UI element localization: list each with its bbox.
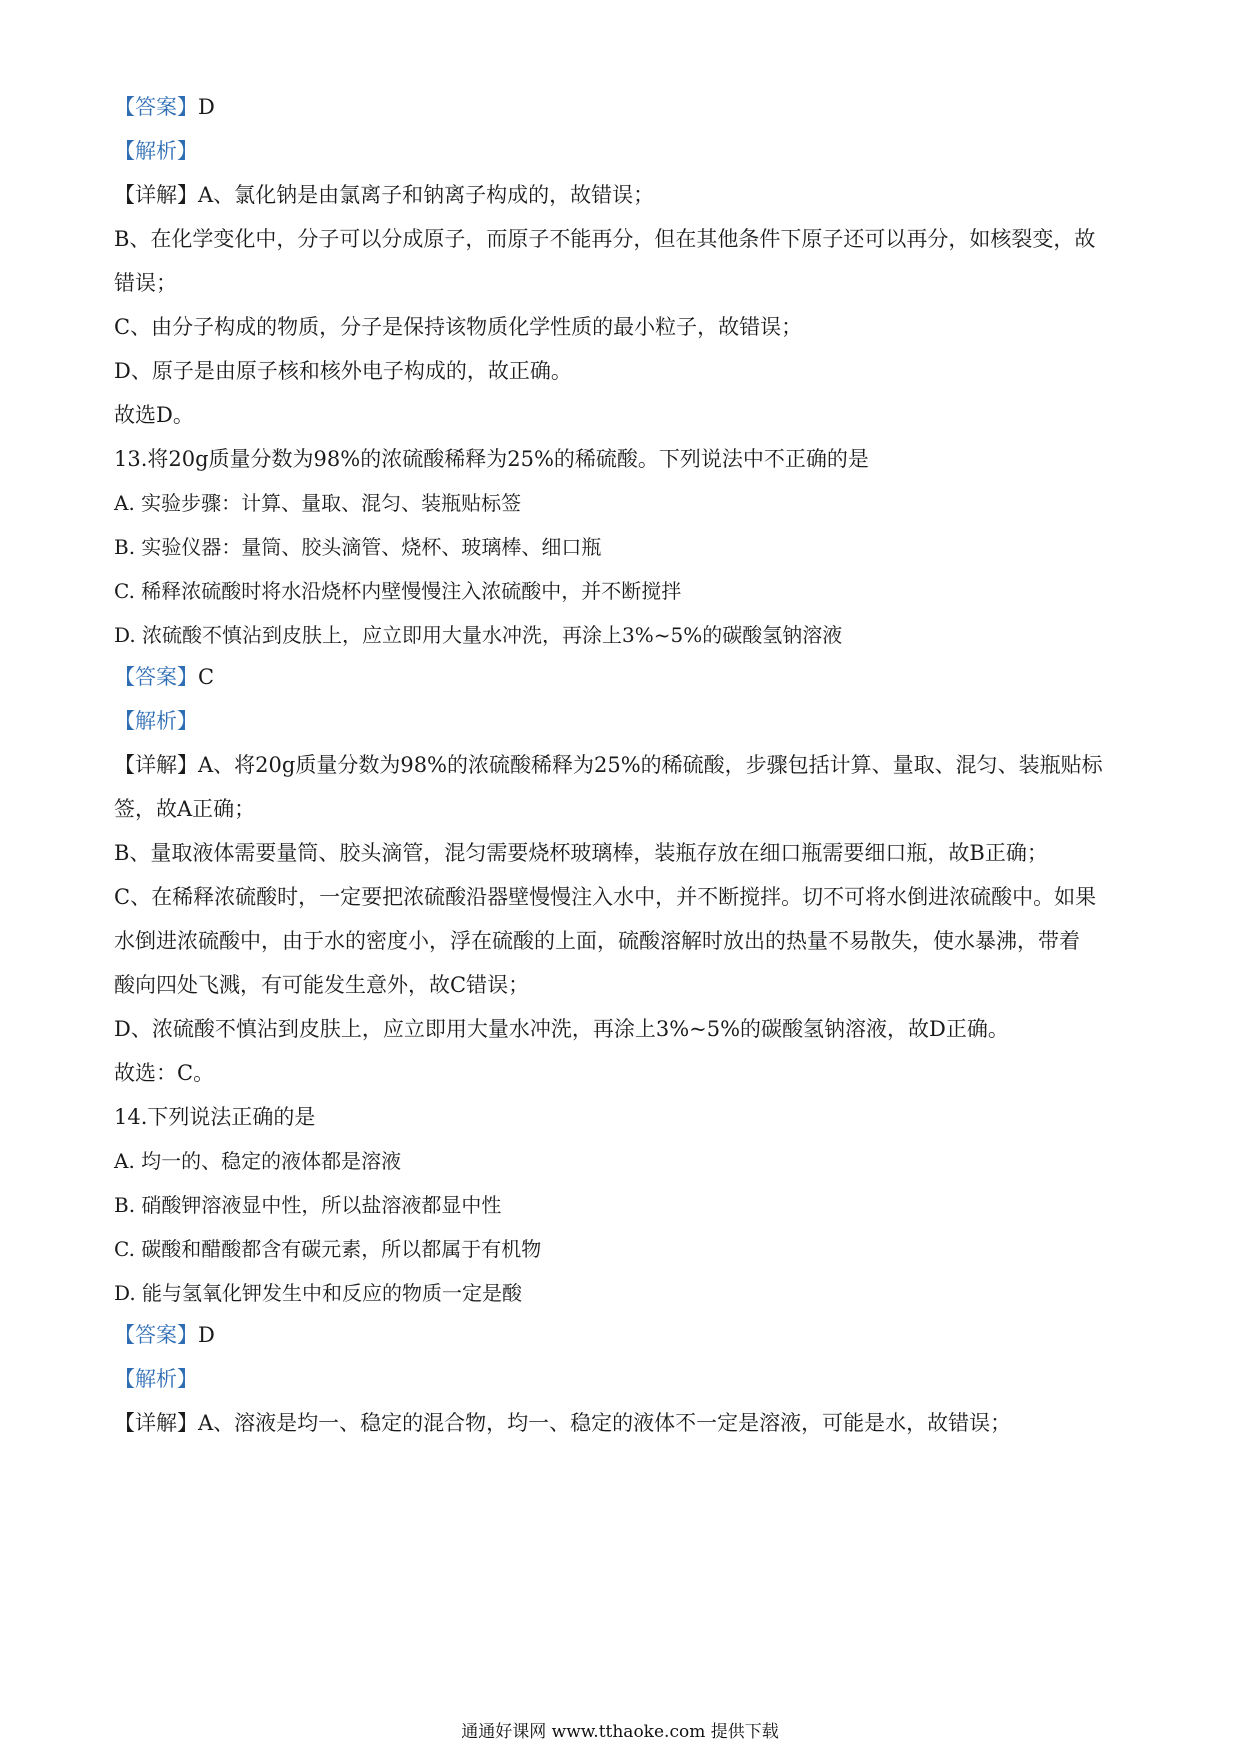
explanation-line: B、量取液体需要量筒、胶头滴管，混匀需要烧杯玻璃棒，装瓶存放在细口瓶需要细口瓶，故B正确；: [114, 841, 1048, 865]
answer-tag: 【答案】: [114, 95, 198, 119]
question-14-option-c: C. 碳酸和醋酸都含有碳元素，所以都属于有机物: [114, 1237, 542, 1261]
analysis-line: [114, 1364, 1134, 1394]
analysis-line: [114, 706, 1134, 736]
answer-value: D: [198, 95, 215, 119]
answer-line: [114, 662, 1134, 692]
question-14-option-d: D. 能与氢氧化钾发生中和反应的物质一定是酸: [114, 1281, 523, 1305]
question-13-option-c: C. 稀释浓硫酸时将水沿烧杯内壁慢慢注入浓硫酸中，并不断搅拌: [114, 579, 682, 603]
explanation-line: C、在稀释浓硫酸时，一定要把浓硫酸沿器壁慢慢注入水中，并不断搅拌。切不可将水倒进浓硫酸中。如果: [114, 885, 1097, 909]
explanation-line: D、原子是由原子核和核外电子构成的，故正确。: [114, 359, 572, 383]
question-14-stem: 14.下列说法正确的是: [114, 1105, 316, 1129]
answer-line: [114, 92, 1134, 122]
question-13-option-d: D. 浓硫酸不慎沾到皮肤上，应立即用大量水冲洗，再涂上3%~5%的碳酸氢钠溶液: [114, 623, 843, 647]
answer-value: C: [198, 665, 215, 689]
explanation-line: 【详解】A、溶液是均一、稳定的混合物，均一、稳定的液体不一定是溶液，可能是水，故错误；: [114, 1411, 1012, 1435]
question-14-option-b: B. 硝酸钾溶液显中性，所以盐溶液都显中性: [114, 1193, 502, 1217]
explanation-line: 【详解】A、将20g质量分数为98%的浓硫酸稀释为25%的稀硫酸，步骤包括计算、量取、混匀、装瓶贴标: [114, 753, 1103, 777]
conclusion-line: 故选：C。: [114, 1061, 215, 1085]
analysis-tag: 【解析】: [114, 709, 198, 733]
question-14-option-a: A. 均一的、稳定的液体都是溶液: [114, 1149, 402, 1173]
answer-tag: 【答案】: [114, 1323, 198, 1347]
question-13-stem: 13.将20g质量分数为98%的浓硫酸稀释为25%的稀硫酸。下列说法中不正确的是: [114, 447, 869, 471]
explanation-line: C、由分子构成的物质，分子是保持该物质化学性质的最小粒子，故错误；: [114, 315, 803, 339]
explanation-line: B、在化学变化中，分子可以分成原子，而原子不能再分，但在其他条件下原子还可以再分，如核裂变，故: [114, 227, 1096, 251]
explanation-line: D、浓硫酸不慎沾到皮肤上，应立即用大量水冲洗，再涂上3%~5%的碳酸氢钠溶液，故D正确。: [114, 1017, 1009, 1041]
answer-value: D: [198, 1323, 215, 1347]
page-footer: 通通好课网 www.tthaoke.com 提供下载: [461, 1722, 779, 1742]
conclusion-line: 故选D。: [114, 403, 194, 427]
question-13-option-b: B. 实验仪器：量筒、胶头滴管、烧杯、玻璃棒、细口瓶: [114, 535, 602, 559]
explanation-line: 酸向四处飞溅，有可能发生意外，故C错误；: [114, 973, 530, 997]
analysis-tag: 【解析】: [114, 1367, 198, 1391]
analysis-line: [114, 136, 1134, 166]
question-13-option-a: A. 实验步骤：计算、量取、混匀、装瓶贴标签: [114, 491, 522, 515]
explanation-line: 错误；: [114, 271, 177, 295]
explanation-line: 【详解】A、氯化钠是由氯离子和钠离子构成的，故错误；: [114, 183, 655, 207]
answer-line: [114, 1320, 1134, 1350]
answer-tag: 【答案】: [114, 665, 198, 689]
analysis-tag: 【解析】: [114, 139, 198, 163]
explanation-line: 签，故A正确；: [114, 797, 256, 821]
explanation-line: 水倒进浓硫酸中，由于水的密度小，浮在硫酸的上面，硫酸溶解时放出的热量不易散失，使水暴沸，带着: [114, 929, 1080, 953]
